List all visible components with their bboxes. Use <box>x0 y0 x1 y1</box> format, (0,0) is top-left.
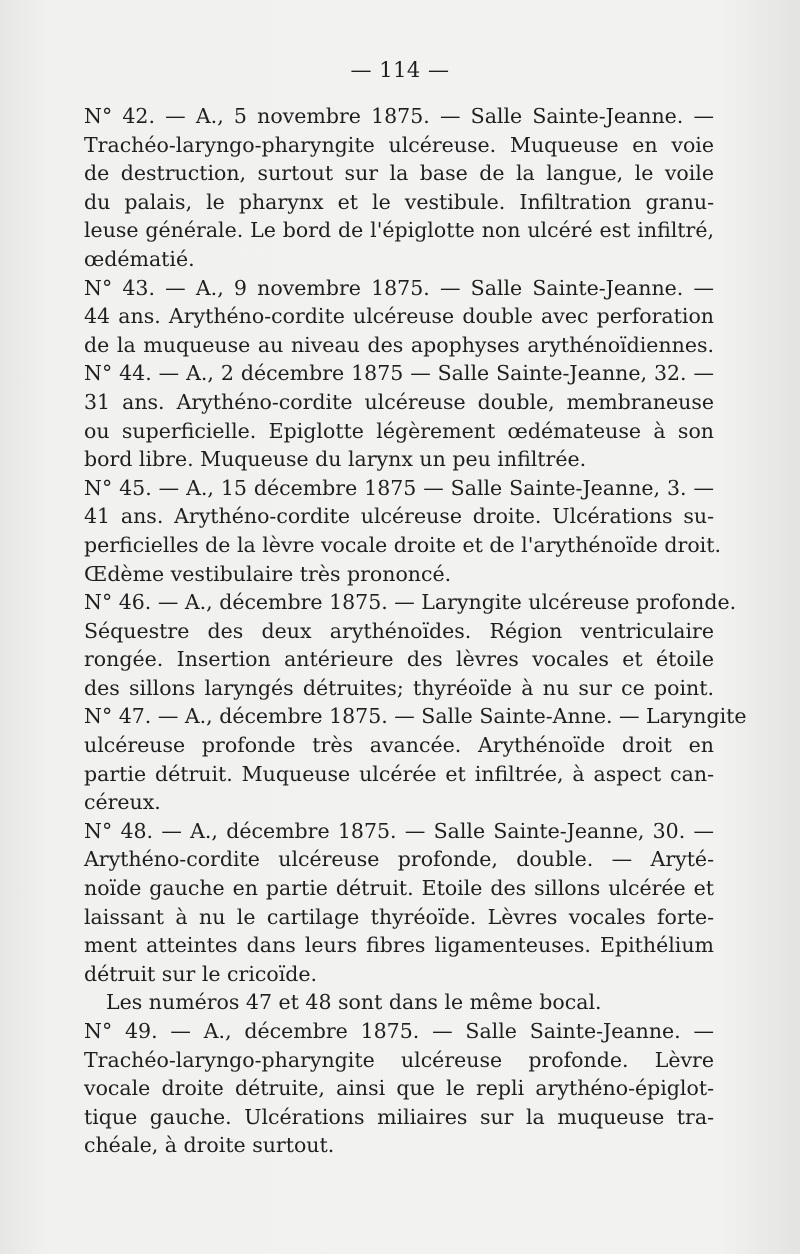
entry-line: vocale droite détruite, ainsi que le repli arythéno-épiglot- <box>84 1076 714 1101</box>
entry-line: N° 46. — A., décembre 1875. — Laryngite ulcéreuse profonde. <box>84 590 737 615</box>
entry-line: ulcéreuse profonde très avancée. Arythénoïde droit en <box>84 733 714 758</box>
entry-line: rongée. Insertion antérieure des lèvres vocales et étoile <box>84 647 714 672</box>
page-number: — 114 — <box>350 58 450 82</box>
entry-line: œdématié. <box>84 246 195 271</box>
entry-line: N° 47. — A., décembre 1875. — Salle Sainte-Anne. — Laryngite <box>84 704 747 729</box>
note-line: Les numéros 47 et 48 sont dans le même bocal. <box>106 990 602 1015</box>
entry-43 <box>84 274 714 360</box>
entry-line: des sillons laryngés détruites; thyréoïde à nu sur ce point. <box>84 675 714 700</box>
entry-line: ment atteintes dans leurs fibres ligamenteuses. Epithélium <box>84 933 714 958</box>
entry-line: laissant à nu le cartilage thyréoïde. Lèvres vocales forte- <box>84 904 714 929</box>
entry-line: partie détruit. Muqueuse ulcérée et infiltrée, à aspect can- <box>84 761 714 786</box>
entry-line: N° 45. — A., 15 décembre 1875 — Salle Sainte-Jeanne, 3. — <box>84 475 714 500</box>
entry-line: tique gauche. Ulcérations miliaires sur la muqueuse tra- <box>84 1104 714 1129</box>
entry-line: du palais, le pharynx et le vestibule. Infiltration granu- <box>84 189 714 214</box>
entry-line: Trachéo-laryngo-pharyngite ulcéreuse profonde. Lèvre <box>84 1047 714 1072</box>
entry-45 <box>84 474 721 588</box>
entry-line: 41 ans. Arythéno-cordite ulcéreuse droite. Ulcérations su- <box>84 504 714 529</box>
entry-line: 31 ans. Arythéno-cordite ulcéreuse double, membraneuse <box>84 389 714 414</box>
entry-line: N° 42. — A., 5 novembre 1875. — Salle Sainte-Jeanne. — <box>84 104 714 128</box>
entry-48 <box>84 817 714 989</box>
entry-line: leuse générale. Le bord de l'épiglotte non ulcéré est infiltré, <box>84 218 714 243</box>
entry-line: de la muqueuse au niveau des apophyses arythénoïdiennes. <box>84 332 714 357</box>
entry-line: Arythéno-cordite ulcéreuse profonde, double. — Aryté- <box>84 847 714 872</box>
entry-line: Trachéo-laryngo-pharyngite ulcéreuse. Muqueuse en voie <box>84 132 714 157</box>
entry-44 <box>84 359 714 473</box>
entry-47 <box>84 702 747 816</box>
entry-line: N° 43. — A., 9 novembre 1875. — Salle Sainte-Jeanne. — <box>84 275 714 300</box>
entry-line: N° 49. — A., décembre 1875. — Salle Sainte-Jeanne. — <box>84 1019 714 1043</box>
entry-line: détruit sur le cricoïde. <box>84 961 318 986</box>
entry-line: bord libre. Muqueuse du larynx un peu infiltrée. <box>84 447 587 472</box>
entry-line: 44 ans. Arythéno-cordite ulcéreuse double avec perforation <box>84 304 714 329</box>
entry-49 <box>84 1017 714 1160</box>
entry-line: Séquestre des deux arythénoïdes. Région ventriculaire <box>84 618 714 643</box>
entry-line: de destruction, surtout sur la base de la langue, le voile <box>84 161 714 186</box>
entry-line: chéale, à droite surtout. <box>84 1133 335 1158</box>
entry-42 <box>84 102 714 274</box>
entry-line: N° 48. — A., décembre 1875. — Salle Sainte-Jeanne, 30. — <box>84 818 714 843</box>
entry-line: perficielles de la lèvre vocale droite et de l'arythénoïde droit. <box>84 532 721 557</box>
entry-line: ou superficielle. Epiglotte légèrement œdémateuse à son <box>84 418 714 443</box>
entry-line: N° 44. — A., 2 décembre 1875 — Salle Sainte-Jeanne, 32. — <box>84 361 714 386</box>
entry-note <box>84 988 714 1017</box>
entries-list <box>84 102 747 1160</box>
entry-line: Œdème vestibulaire très prononcé. <box>84 561 452 586</box>
entry-46 <box>84 588 737 702</box>
entry-line: noïde gauche en partie détruit. Etoile des sillons ulcérée et <box>84 876 714 901</box>
entry-line: céreux. <box>84 790 161 815</box>
